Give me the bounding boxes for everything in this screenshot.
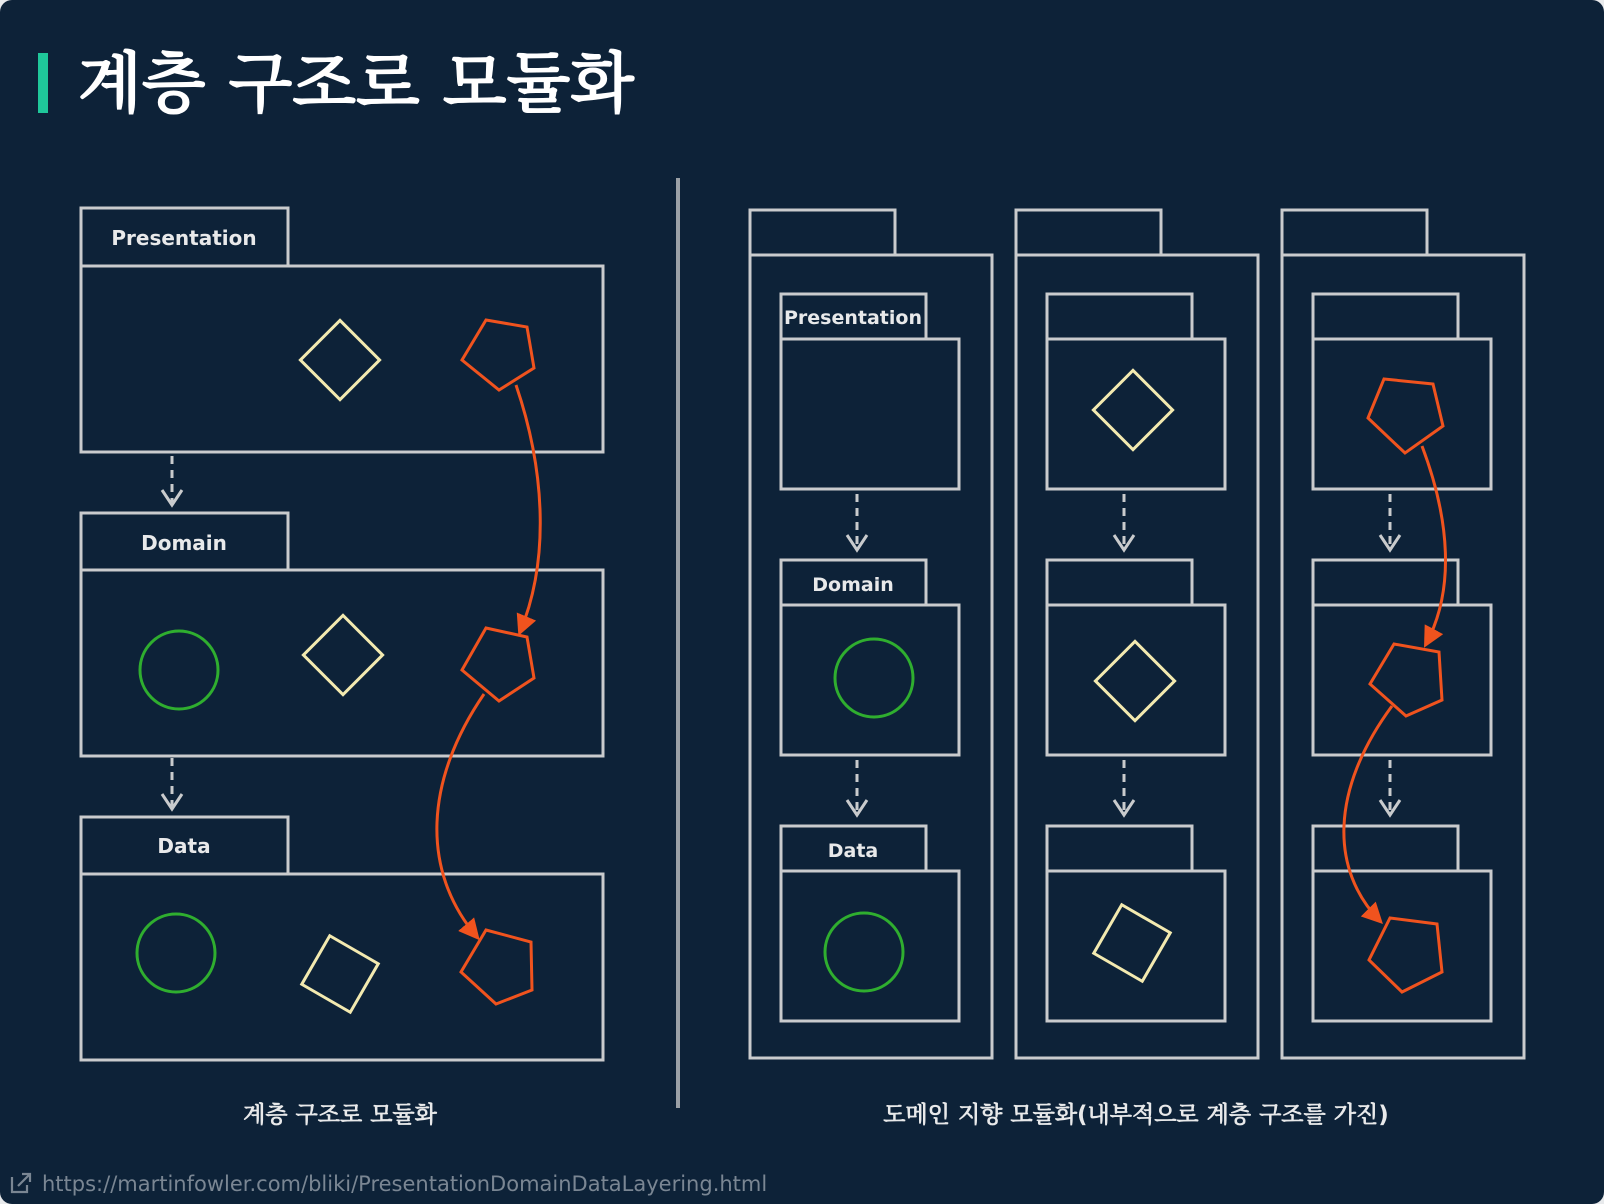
layer-data-label: Data [157, 834, 211, 858]
source-link[interactable] [12, 1172, 767, 1196]
right-caption: 도메인 지향 모듈화(내부적으로 계층 구조를 가진) [883, 1102, 1389, 1128]
source-url[interactable]: https://martinfowler.com/bliki/PresentationDomainDataLayering.html [42, 1172, 768, 1196]
title-accent-bar [38, 53, 48, 113]
sublayer-label: Domain [812, 574, 894, 596]
left-caption: 계층 구조로 모듈화 [243, 1102, 437, 1128]
sublayer-label: Data [827, 840, 879, 862]
layer-presentation-label: Presentation [111, 226, 257, 250]
layer-domain-label: Domain [141, 531, 227, 555]
sublayer-label: Presentation [784, 307, 922, 329]
page-title: 계층 구조로 모듈화 [78, 45, 635, 122]
